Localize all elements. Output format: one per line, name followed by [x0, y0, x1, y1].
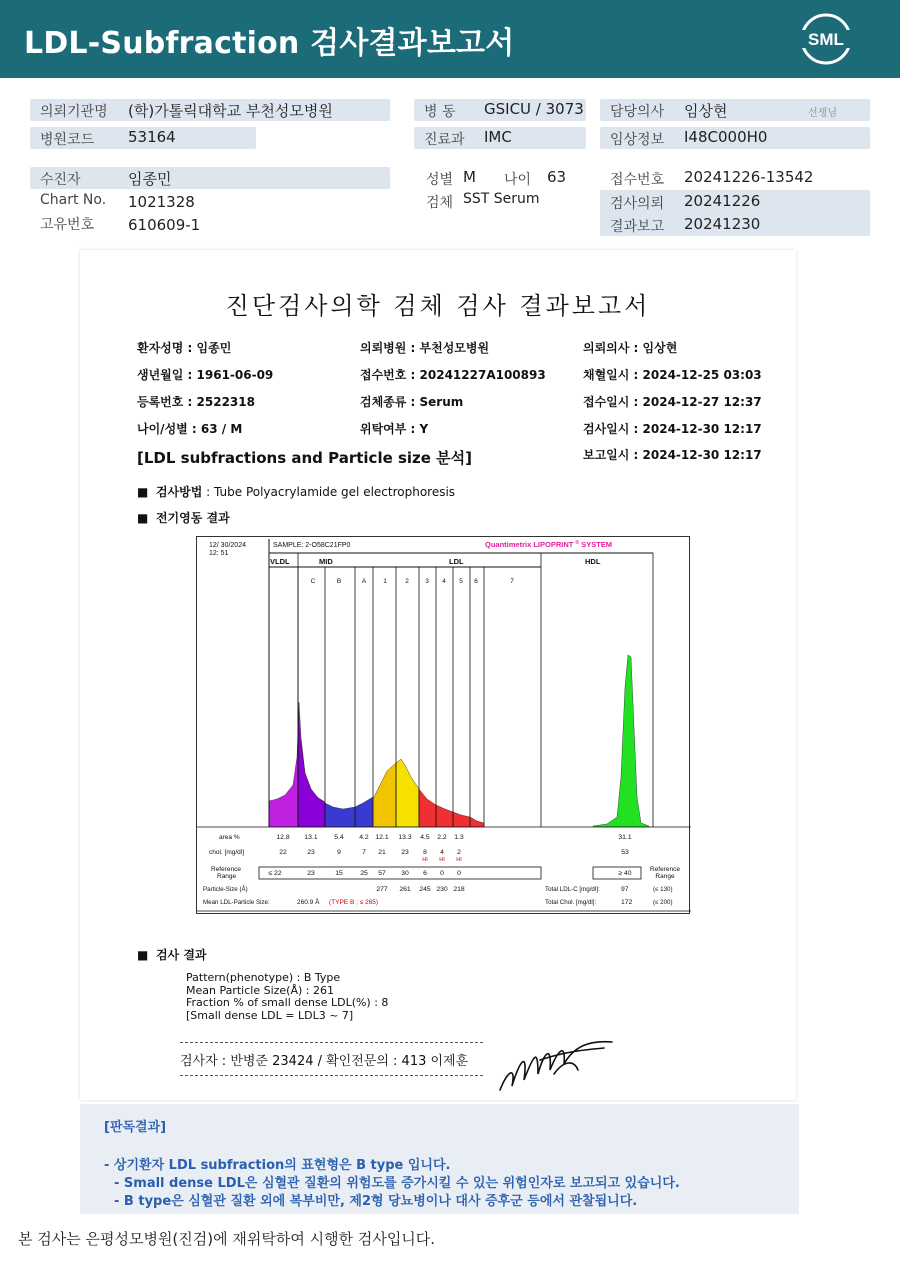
judgement-title: [판독결과] — [104, 1120, 167, 1135]
reference-value: 6 — [423, 870, 427, 877]
band-label: 6 — [474, 578, 478, 585]
band-label: 4 — [442, 578, 446, 585]
uid-value: 610609-1 — [128, 216, 201, 234]
collect-time: 채혈일시 : 2024-12-25 03:03 — [583, 368, 762, 382]
sml-logo-icon — [798, 12, 854, 66]
registration-number: 등록번호 : 2522318 — [137, 395, 255, 409]
result-line: [Small dense LDL = LDL3 ~ 7] — [186, 1008, 354, 1022]
area-value: 1.3 — [454, 834, 464, 841]
hi-flag: HI — [439, 857, 445, 863]
ldl2-peak — [396, 759, 419, 827]
band-label: 3 — [425, 578, 429, 585]
row-label-ref: Range — [217, 873, 237, 880]
area-value: 2.2 — [437, 834, 447, 841]
sex-label: 성별 — [426, 172, 454, 188]
dept-value: IMC — [484, 128, 512, 146]
area-value: 4.5 — [420, 834, 430, 841]
ldl3-peak — [419, 789, 436, 827]
chol-value: 23 — [307, 849, 315, 856]
req-value: 20241226 — [684, 192, 761, 210]
area-value: 12.1 — [375, 834, 389, 841]
doctor-suffix: 선생님 — [808, 108, 837, 119]
reference-value: 0 — [440, 870, 444, 877]
mean-ldl-type: (TYPE B ; ≤ 265) — [329, 899, 379, 906]
tested-time: 검사일시 : 2024-12-30 12:17 — [583, 422, 762, 436]
chart-value: 1021328 — [128, 193, 195, 211]
band-label: 7 — [510, 578, 514, 585]
chol-value: 23 — [401, 849, 409, 856]
svg-text:SML: SML — [808, 30, 844, 49]
area-value: 4.2 — [359, 834, 369, 841]
row-label-area: area % — [219, 834, 240, 841]
total-ldl-value: 97 — [621, 886, 629, 893]
row-label-mean: Mean LDL-Particle Size: — [203, 899, 270, 906]
footer-note: 본 검사는 은평성모병원(진검)에 재위탁하여 시행한 검사입니다. — [18, 1230, 436, 1248]
group-label-ldl: LDL — [449, 557, 464, 566]
mid-c-peak — [298, 707, 325, 827]
electro-heading: ■ 전기영동 결과 — [137, 511, 230, 525]
area-value: 13.1 — [304, 834, 318, 841]
doctor-value: 임상현 — [684, 102, 728, 120]
chol-value: 8 — [423, 849, 427, 856]
band-label: A — [361, 578, 367, 585]
requesting-doctor: 의뢰의사 : 임상현 — [583, 341, 678, 355]
title-bar — [0, 0, 900, 78]
spec-value: SST Serum — [463, 191, 540, 207]
reference-value: 0 — [457, 870, 461, 877]
chol-value: 7 — [362, 849, 366, 856]
ward-label: 병 동 — [424, 104, 456, 120]
result-heading: ■ 검사 결과 — [137, 948, 207, 962]
particle-size-value: 218 — [453, 886, 465, 893]
judgement-line: - B type은 심혈관 질환 외에 복부비만, 제2형 당뇨병이나 대사 증후군 등에서 관찰됩니다. — [114, 1194, 638, 1209]
report-value: 20241230 — [684, 215, 761, 233]
ldl5-peak — [453, 812, 470, 827]
specimen-type: 검체종류 : Serum — [360, 395, 464, 409]
chol-value: 21 — [378, 849, 386, 856]
signature-icon — [494, 1030, 618, 1100]
group-label-vldl: VLDL — [270, 557, 290, 566]
reference-value: ≥ 40 — [618, 870, 632, 877]
reference-value: 30 — [401, 870, 409, 877]
ldl6-peak — [470, 817, 484, 827]
judgement-line: - 상기환자 LDL subfraction의 표현형은 B type 입니다. — [104, 1158, 451, 1173]
clinic-label: 임상정보 — [610, 132, 665, 148]
particle-size-value: 277 — [376, 886, 388, 893]
reference-col-label: Reference — [650, 866, 680, 873]
reference-col-label: Range — [655, 873, 675, 880]
row-label-chol: chol. [mg/dl] — [209, 849, 245, 856]
chart-sample: SAMPLE: 2-O58C21FP0 — [273, 542, 351, 549]
total-ldl-label: Total LDL-C [mg/dl]: — [545, 886, 600, 893]
area-value: 5.4 — [334, 834, 344, 841]
clinic-value: I48C000H0 — [684, 128, 768, 146]
sex-value: M — [463, 168, 476, 186]
result-line: Fraction % of small dense LDL(%) : 8 — [186, 996, 389, 1009]
total-ldl-ref: (≤ 130) — [653, 886, 673, 893]
age-value: 63 — [547, 168, 567, 186]
chol-value: 9 — [337, 849, 341, 856]
page-title: LDL-Subfraction 검사결과보고서 — [24, 26, 515, 61]
inspector-line: 검사자 : 반병준 23424 / 확인전문의 : 413 이제훈 — [180, 1054, 469, 1069]
code-value: 53164 — [128, 128, 176, 146]
birth-date: 생년월일 : 1961-06-09 — [137, 368, 274, 382]
ldl1-peak — [373, 763, 396, 827]
mid-b-peak — [325, 803, 355, 827]
report-document — [80, 250, 796, 1100]
judgement-line: - Small dense LDL은 심혈관 질환의 위험도를 증가시킬 수 있는 위험인자로 보고되고 있습니다. — [114, 1176, 680, 1191]
reference-value: 23 — [307, 870, 315, 877]
patient-name: 환자성명 : 임종민 — [137, 341, 232, 355]
chol-value: 2 — [457, 849, 461, 856]
accept-number: 접수번호 : 20241227A100893 — [360, 368, 546, 382]
mid-a-peak — [355, 797, 373, 827]
particle-size-value: 230 — [436, 886, 448, 893]
group-label-mid: MID — [319, 557, 333, 566]
req-label: 검사의뢰 — [610, 196, 665, 212]
particle-size-value: 261 — [399, 886, 411, 893]
area-value: 31.1 — [618, 834, 632, 841]
divider — [180, 1042, 483, 1043]
requesting-hospital: 의뢰병원 : 부천성모병원 — [360, 341, 490, 355]
band-label: 2 — [405, 578, 409, 585]
doctor-label: 담당의사 — [610, 104, 665, 120]
total-chol-label: Total Chol. [mg/dl]: — [545, 899, 597, 906]
accept-label: 접수번호 — [610, 172, 665, 188]
inst-value: (학)가톨릭대학교 부천성모병원 — [128, 102, 333, 120]
band-label: B — [336, 578, 342, 585]
reference-value: 15 — [335, 870, 343, 877]
result-line: Pattern(phenotype) : B Type — [186, 971, 341, 984]
outsourced-flag: 위탁여부 : Y — [360, 422, 429, 436]
chart-label: Chart No. — [40, 192, 107, 208]
reference-value: 25 — [360, 870, 368, 877]
chart-brand: Quantimetrix LIPOPRINT ® SYSTEM — [485, 540, 613, 549]
spec-label: 검체 — [426, 195, 454, 211]
chol-value: 4 — [440, 849, 444, 856]
report-label: 결과보고 — [610, 219, 665, 235]
reported-time: 보고일시 : 2024-12-30 12:17 — [583, 448, 762, 462]
chart-time: 12: 51 — [209, 550, 229, 557]
lipoprint-chart-svg — [197, 537, 691, 915]
row-label-ref: Reference — [211, 866, 241, 873]
band-label: 5 — [459, 578, 463, 585]
uid-label: 고유번호 — [40, 217, 95, 233]
dept-label: 진료과 — [424, 132, 465, 148]
area-value: 12.8 — [276, 834, 290, 841]
row-label-ps: Particle-Size (Å) — [203, 886, 248, 893]
code-label: 병원코드 — [40, 132, 95, 148]
total-chol-value: 172 — [621, 899, 633, 906]
ldl4-peak — [436, 805, 453, 827]
recv-value: 임종민 — [128, 170, 172, 188]
particle-size-value: 245 — [419, 886, 431, 893]
reference-box — [593, 867, 641, 879]
report-title: 진단검사의학 검체 검사 결과보고서 — [225, 292, 651, 320]
reference-box — [259, 867, 541, 879]
received-time: 접수일시 : 2024-12-27 12:37 — [583, 395, 762, 409]
age-label: 나이 — [504, 172, 532, 188]
group-label-hdl: HDL — [585, 557, 601, 566]
lipoprint-chart — [196, 536, 690, 914]
age-sex: 나이/성별 : 63 / M — [137, 422, 243, 436]
band-label: C — [310, 578, 316, 585]
reference-value: 57 — [378, 870, 386, 877]
method-line: ■ 검사방법 : Tube Polyacrylamide gel electrophoresis — [137, 485, 456, 499]
chart-date: 12/ 30/2024 — [209, 542, 246, 549]
judgement-box — [80, 1104, 799, 1214]
area-value: 13.3 — [398, 834, 412, 841]
result-block — [186, 972, 388, 1022]
hdl-peak — [593, 655, 649, 827]
band-label: 1 — [383, 578, 387, 585]
ward-value: GSICU / 3073 — [484, 100, 584, 118]
chol-value: 22 — [279, 849, 287, 856]
recv-label: 수진자 — [40, 172, 81, 188]
chol-value: 53 — [621, 849, 629, 856]
hi-flag: HI — [456, 857, 462, 863]
inst-label: 의뢰기관명 — [40, 104, 108, 120]
hi-flag: HI — [422, 857, 428, 863]
mean-ldl-size: 260.9 Å — [297, 899, 320, 906]
result-line: Mean Particle Size(Å) : 261 — [186, 983, 334, 997]
accept-value: 20241226-13542 — [684, 168, 814, 186]
divider — [180, 1075, 483, 1076]
total-chol-ref: (≤ 200) — [653, 899, 673, 906]
reference-value: ≤ 22 — [268, 870, 282, 877]
section-title: [LDL subfractions and Particle size 분석] — [137, 449, 473, 467]
